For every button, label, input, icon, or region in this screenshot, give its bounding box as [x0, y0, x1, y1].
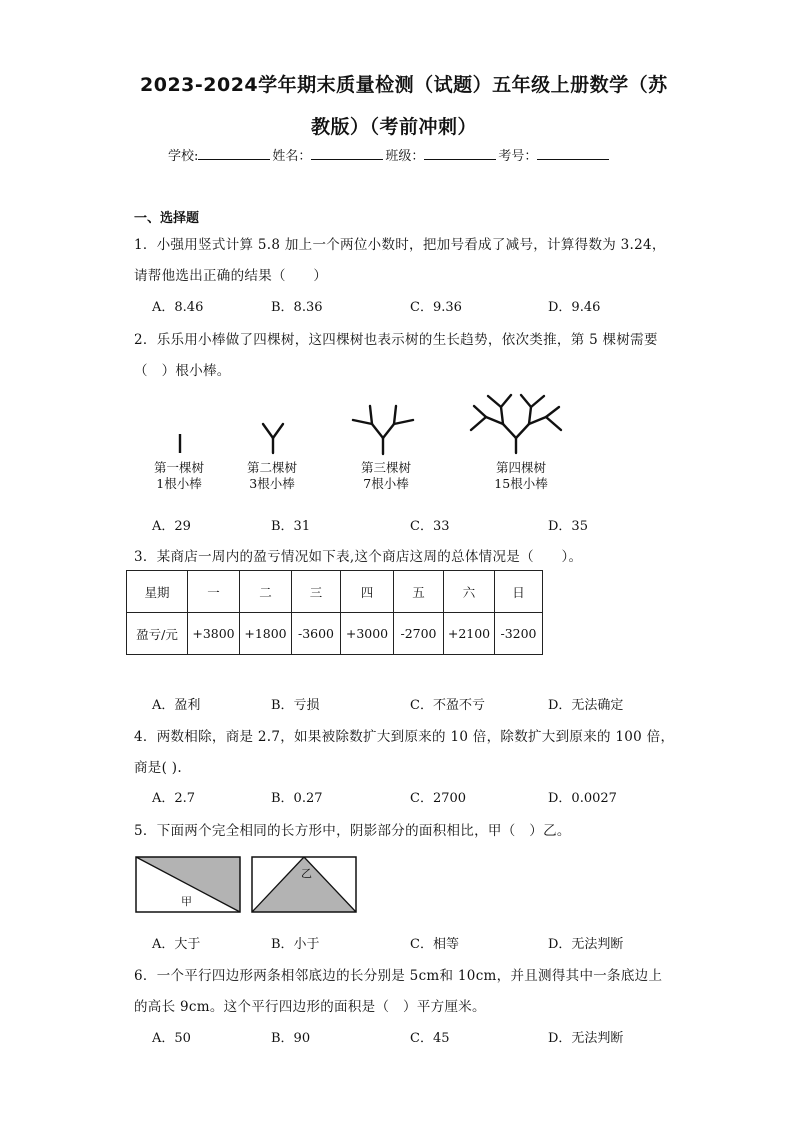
tree-4-count: 15根小棒: [494, 476, 548, 491]
table-cell: +1800: [240, 613, 292, 655]
q2-option-b[interactable]: B．31: [271, 519, 311, 534]
school-label: 学校:: [168, 149, 199, 164]
q3-option-b[interactable]: B．亏损: [271, 698, 320, 713]
tree-4-caption: [466, 460, 576, 492]
q5-option-a[interactable]: A．大于: [152, 937, 201, 952]
q4-option-b[interactable]: B．0.27: [271, 791, 323, 806]
q2-option-a[interactable]: A．29: [152, 519, 191, 534]
number-blank: [537, 147, 609, 160]
q1-line1: 1．小强用竖式计算 5.8 加上一个两位小数时，把加号看成了减号，计算得数为 3.24，: [134, 237, 666, 253]
name-blank: [311, 147, 383, 160]
q4-line1: 4．两数相除，商是 2.7，如果被除数扩大到原来的 10 倍，除数扩大到原来的 100 倍，: [134, 729, 675, 745]
table-cell: 盈亏/元: [127, 613, 188, 655]
q1-line2: 请帮他选出正确的结果（ ）: [134, 268, 328, 284]
tree-2-figure: [255, 418, 295, 458]
class-blank: [424, 147, 496, 160]
q5-option-c[interactable]: C．相等: [410, 937, 459, 952]
q6-option-a[interactable]: A．50: [152, 1031, 191, 1046]
table-cell: 一: [188, 571, 240, 613]
name-label: 姓名：: [272, 149, 312, 164]
q2-option-d[interactable]: D．35: [548, 519, 588, 534]
tree-2-name: 第二棵树: [246, 460, 297, 475]
table-cell: 四: [341, 571, 394, 613]
class-label: 班级：: [385, 149, 425, 164]
table-cell: -3200: [495, 613, 543, 655]
q1-option-b[interactable]: B．8.36: [271, 300, 323, 315]
q1-option-d[interactable]: D．9.46: [548, 300, 601, 315]
q4-line2: 商是( ).: [134, 760, 182, 776]
q3-option-d[interactable]: D．无法确定: [548, 698, 624, 713]
table-cell: 日: [495, 571, 543, 613]
q4-option-c[interactable]: C．2700: [410, 791, 467, 806]
tree-3-count: 7根小棒: [363, 476, 409, 491]
q2-option-c[interactable]: C．33: [410, 519, 450, 534]
student-info-row: [168, 145, 611, 164]
q1-option-a[interactable]: A．8.46: [152, 300, 204, 315]
tree-3-name: 第三棵树: [360, 460, 411, 475]
tree-1-name: 第一棵树: [153, 460, 204, 475]
table-cell: 六: [444, 571, 495, 613]
table-cell: +3000: [341, 613, 394, 655]
q6-option-b[interactable]: B．90: [271, 1031, 311, 1046]
table-cell: +3800: [188, 613, 240, 655]
tree-2-count: 3根小棒: [249, 476, 295, 491]
page-title-line1: 2023-2024学年期末质量检测（试题）五年级上册数学（苏: [140, 74, 668, 96]
q4-option-a[interactable]: A．2.7: [152, 791, 196, 806]
q3-option-c[interactable]: C．不盈不亏: [410, 698, 485, 713]
q6-option-c[interactable]: C．45: [410, 1031, 450, 1046]
q3-line1: 3．某商店一周内的盈亏情况如下表,这个商店这周的总体情况是（ ）。: [134, 549, 583, 565]
section-title: 一、选择题: [134, 211, 200, 226]
page-title-line2: 教版）（考前冲刺）: [311, 116, 478, 138]
tree-4-figure: [466, 393, 566, 463]
table-cell: +2100: [444, 613, 495, 655]
tree-2-caption: [217, 460, 327, 492]
q5-option-d[interactable]: D．无法判断: [548, 937, 624, 952]
q5-option-b[interactable]: B．小于: [271, 937, 320, 952]
table-cell: 五: [394, 571, 444, 613]
table-cell: -3600: [292, 613, 341, 655]
tree-1-figure: [170, 430, 190, 460]
q6-line1: 6．一个平行四边形两条相邻底边的长分别是 5cm和 10cm，并且测得其中一条底边上: [134, 968, 663, 984]
q3-option-a[interactable]: A．盈利: [152, 698, 201, 713]
q2-line1: 2．乐乐用小棒做了四棵树，这四棵树也表示树的生长趋势，依次类推，第 5 棵树需要: [134, 332, 658, 348]
school-blank: [198, 147, 270, 160]
label-jia: 甲: [181, 895, 192, 908]
table-cell: 三: [292, 571, 341, 613]
q2-line2: （ ）根小棒。: [134, 363, 231, 379]
table-cell: 二: [240, 571, 292, 613]
q4-option-d[interactable]: D．0.0027: [548, 791, 617, 806]
table-row-weekday: [127, 571, 543, 613]
tree-1-count: 1根小棒: [156, 476, 202, 491]
tree-3-figure: [345, 402, 425, 462]
table-row-profit: [127, 613, 543, 655]
q6-option-d[interactable]: D．无法判断: [548, 1031, 624, 1046]
q1-option-c[interactable]: C．9.36: [410, 300, 462, 315]
label-yi: 乙: [301, 867, 312, 880]
tree-4-name: 第四棵树: [495, 460, 546, 475]
number-label: 考号：: [498, 149, 538, 164]
table-cell: -2700: [394, 613, 444, 655]
table-cell: 星期: [127, 571, 188, 613]
profit-table: [126, 570, 543, 655]
q5-line1: 5．下面两个完全相同的长方形中，阴影部分的面积相比，甲（ ）乙。: [134, 823, 571, 839]
q6-line2: 的高长 9cm。这个平行四边形的面积是（ ）平方厘米。: [134, 999, 486, 1015]
tree-3-caption: [331, 460, 441, 492]
